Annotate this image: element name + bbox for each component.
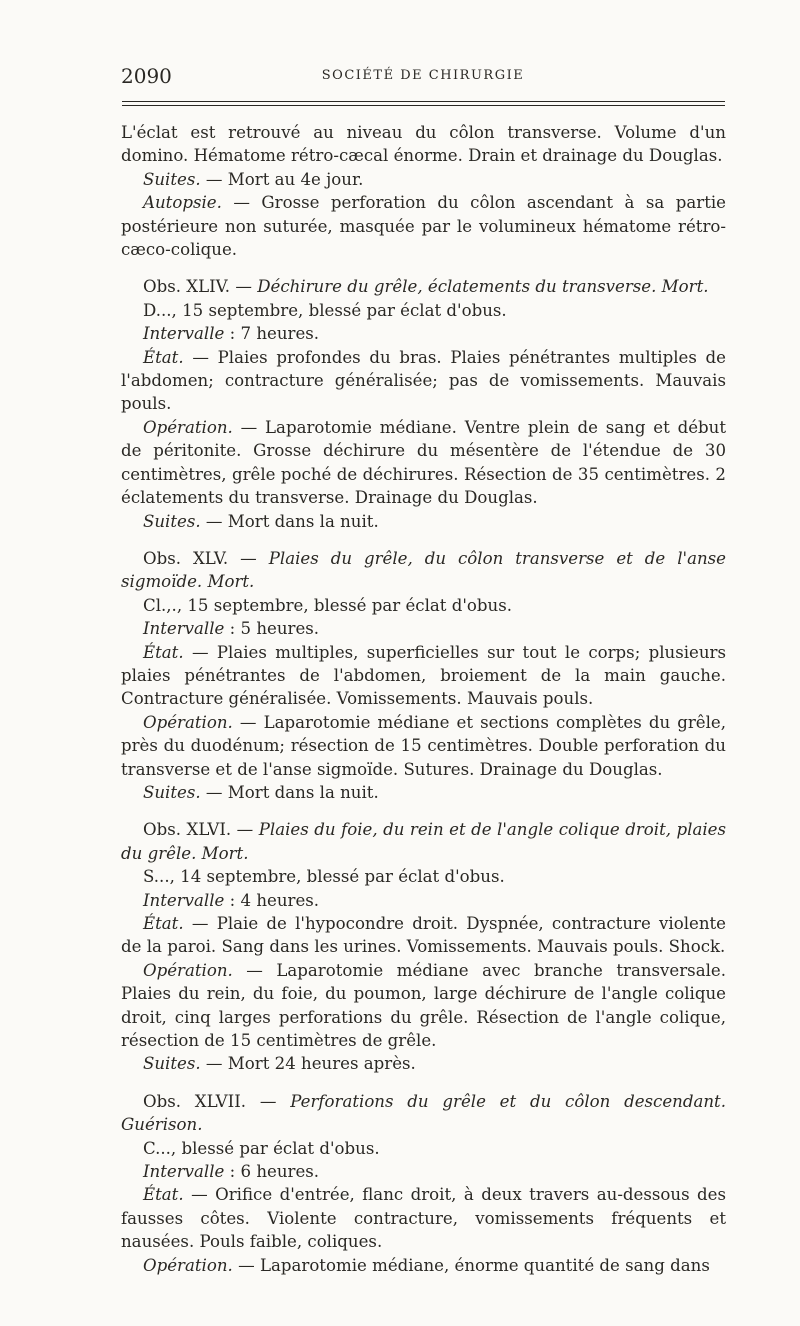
running-title: SOCIÉTÉ DE CHIRURGIE [321,68,525,83]
paragraph [121,168,726,191]
paragraph-gap [121,1076,726,1090]
paragraph [121,641,726,711]
observation-number: Obs. XLVII. [143,1091,247,1111]
observation-heading [121,1090,726,1137]
observation-number: Obs. XLV. [143,548,229,568]
section-label: Intervalle [143,619,225,639]
section-label: Suites. [143,782,201,802]
section-label: Opération. [143,960,233,980]
section-label: Suites. [143,169,201,189]
paragraph-text: C..., blessé par éclat d'obus. [143,1138,380,1158]
observation-title: — Déchirure du grêle, éclatements du transverse. Mort. [230,277,709,297]
paragraph-text: — Laparotomie médiane, énorme quantité de sang dans [232,1255,710,1275]
paragraph [121,121,726,168]
section-label: État. [143,914,184,933]
paragraph-gap [121,804,726,818]
body-text [121,121,726,1277]
paragraph [121,1254,726,1277]
paragraph [121,346,726,416]
observation-heading [121,275,726,298]
paragraph [121,1052,726,1075]
page-number: 2090 [121,64,172,88]
paragraph [121,617,726,640]
paragraph-text: — Mort dans la nuit. [200,511,379,531]
paragraph-text: : 6 heures. [224,1162,320,1182]
paragraph [121,322,726,345]
paragraph [121,1137,726,1160]
paragraph [121,912,726,959]
section-label: Autopsie. [143,193,222,213]
section-label: Opération. [143,417,233,437]
section-label: État. [143,1185,184,1205]
paragraph-text: : 5 heures. [224,619,320,639]
section-label: Intervalle [143,1162,225,1182]
paragraph-text: — Laparotomie médiane avec branche transversale. Plaies du rein, du foie, du poumon, large déchirure de l'angle colique droit, cinq larges perforations du grêle. Résection de l'angle colique, résection de 15 centimètres de grêle. [121,960,726,1051]
paragraph-text: — Mort dans la nuit. [200,782,379,802]
paragraph-text: — Plaies profondes du bras. Plaies pénétrantes multiples de l'abdomen; contracture généralisée; pas de vomissements. Mauvais pouls. [121,347,726,414]
section-label: Suites. [143,1054,201,1074]
paragraph-text: — Mort au 4e jour. [200,169,364,189]
paragraph-text: L'éclat est retrouvé au niveau du côlon transverse. Volume d'un domino. Hématome rétro-cæcal énorme. Drain et drainage du Douglas. [121,123,726,166]
paragraph-text: — Plaie de l'hypocondre droit. Dyspnée, contracture violente de la paroi. Sang dans les urines. Vomissements. Mauvais pouls. Shock. [121,914,726,957]
observation-title: — Plaies du grêle, du côlon transverse et de l'anse sigmoïde. Mort. [121,548,726,592]
section-label: Opération. [143,1255,233,1275]
paragraph-text: D..., 15 septembre, blessé par éclat d'obus. [143,300,507,320]
paragraph [121,865,726,888]
header-rule-top [122,101,725,102]
observation-number: Obs. XLIV. [143,277,231,297]
paragraph-text: : 4 heures. [224,890,320,910]
observation-heading [121,818,726,865]
paragraph [121,781,726,804]
paragraph-gap [121,533,726,547]
paragraph [121,711,726,781]
paragraph-gap [121,261,726,275]
observation-number: Obs. XLVI. [143,820,232,840]
section-label: Suites. [143,511,201,531]
paragraph [121,594,726,617]
observation-title: — Perforations du grêle et du côlon descendant. Guérison. [121,1091,727,1135]
section-label: Intervalle [143,324,225,344]
observation-heading [121,547,726,594]
paragraph [121,1160,726,1183]
paragraph-text: — Mort 24 heures après. [200,1054,416,1074]
page-header [121,62,725,92]
section-label: Intervalle [143,890,225,910]
paragraph-text: S..., 14 septembre, blessé par éclat d'obus. [143,867,505,887]
paragraph-text: — Grosse perforation du côlon ascendant à sa partie postérieure non suturée, masquée par le volumineux hématome rétro-cæco-colique. [121,193,726,260]
section-label: Opération. [143,712,233,732]
paragraph [121,889,726,912]
paragraph [121,191,726,261]
observation-title: — Plaies du foie, du rein et de l'angle colique droit, plaies du grêle. Mort. [121,820,726,863]
header-rule-bottom [122,105,725,106]
paragraph-text: — Orifice d'entrée, flanc droit, à deux travers au-dessous des fausses côtes. Violente contracture, vomissements fréquents et nausées. Pouls faible, coliques. [121,1185,726,1252]
paragraph [121,416,726,510]
paragraph-text: Cl.,., 15 septembre, blessé par éclat d'obus. [143,595,513,615]
section-label: État. [143,347,184,367]
paragraph-text: : 7 heures. [224,324,320,344]
paragraph-text: — Laparotomie médiane et sections complètes du grêle, près du duodénum; résection de 15 centimètres. Double perforation du transverse et de l'anse sigmoïde. Sutures. Drainage du Douglas. [121,712,726,779]
paragraph [121,510,726,533]
section-label: État. [143,642,184,662]
paragraph-text: — Laparotomie médiane. Ventre plein de sang et début de péritonite. Grosse déchirure du mésentère de l'étendue de 30 centimètres, grêle poché de déchirures. Résection de 35 centimètres. 2 éclatements du transverse. Drainage du Douglas. [121,417,726,508]
paragraph-text: — Plaies multiples, superficielles sur tout le corps; plusieurs plaies pénétrantes de l'abdomen, broiement de la main gauche. Contracture généralisée. Vomissements. Mauvais pouls. [121,642,726,709]
paragraph [121,959,726,1053]
paragraph [121,299,726,322]
paragraph [121,1183,726,1253]
